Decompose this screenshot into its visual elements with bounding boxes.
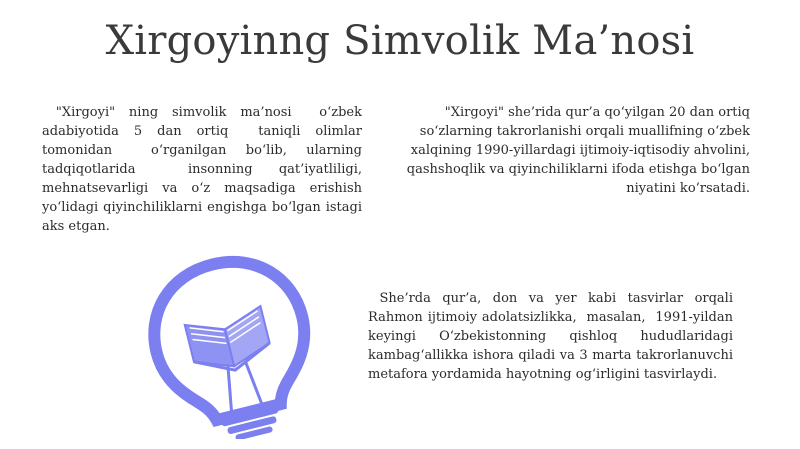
paragraph-bottom: She’rda qur’a, don va yer kabi tasvirlar orqali Rahmon ijtimoiy adolatsizlikka, masalan, 1991-yildan keyingi O‘zbekistonning qishloq hududlaridagi kambag‘allikka ishora qiladi va 3 marta takrorlanuvchi metafora yordamida hayotning og‘irligini tasvirlaydi.	[368, 291, 738, 382]
book-icon	[185, 306, 274, 379]
paragraph-right: "Xirgoyi" she’rida qur’a qo‘yilgan 20 dan ortiq so‘zlarning takrorlanishi orqali muallifning o‘zbek xalqining 1990-yillardagi ijtimoiy-iqtisodiy ahvolini, qashshoqlik va qiyinchiliklarni ifoda etishga bo‘lgan niyatini ko‘rsatadi.	[406, 105, 755, 196]
paragraph-left: "Xirgoyi" ning simvolik ma’nosi o‘zbek adabiyotida 5 dan ortiq taniqli olimlar tomonidan o‘rganilgan bo‘lib, ularning tadqiqotlarida insonning qat’iyatliligi, mehnatsevarligi va o‘z maqsadiga erishish yo‘lidagi qiyinchiliklarni engishga bo‘lgan istagi aks etgan.	[42, 105, 367, 234]
lightbulb-with-book-icon	[148, 254, 318, 439]
slide-title: Xirgoyinng Simvolik Ma’nosi	[105, 18, 695, 64]
